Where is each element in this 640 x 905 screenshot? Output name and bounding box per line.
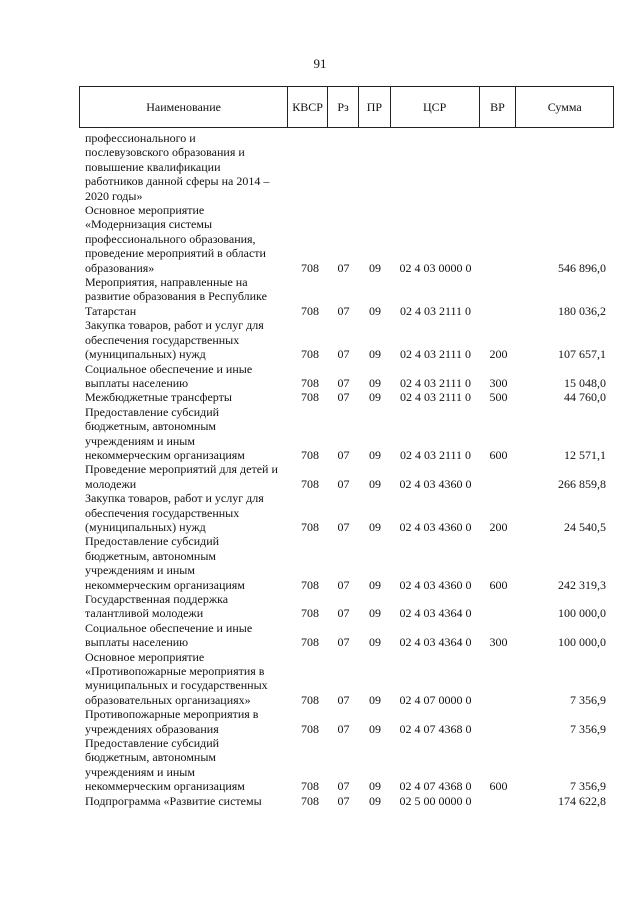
cell-kvsr: 708 (301, 476, 319, 491)
cell-name: Предоставление субсидий бюджетным, автономным учреждениям и иным некоммерческим организациям (85, 534, 245, 592)
cell-kvsr: 708 (301, 303, 319, 318)
cell-csr: 02 4 03 4360 0 (399, 577, 472, 592)
cell-rz: 07 (337, 476, 350, 491)
table-row (79, 650, 614, 708)
cell-vr: 200 (489, 347, 508, 362)
table-row (79, 736, 614, 794)
page-number: 91 (313, 56, 327, 71)
cell-pr: 09 (369, 577, 381, 592)
cell-kvsr: 708 (301, 692, 319, 707)
cell-csr: 02 4 03 2111 0 (399, 375, 472, 390)
cell-sum: 107 657,1 (558, 347, 606, 362)
table-row (79, 491, 614, 534)
cell-pr: 09 (369, 303, 381, 318)
cell-name: Противопожарные мероприятия в учреждениях образования (85, 707, 259, 736)
table-row (79, 390, 614, 404)
cell-pr: 09 (369, 476, 381, 491)
table-row (79, 203, 614, 275)
header-pr: ПР (359, 87, 391, 127)
cell-rz: 07 (337, 793, 350, 808)
cell-vr: 600 (489, 447, 508, 462)
cell-name: Социальное обеспечение и иные выплаты населению (85, 361, 253, 390)
cell-sum: 100 000,0 (558, 606, 606, 621)
cell-name: Предоставление субсидий бюджетным, автономным учреждениям и иным некоммерческим организациям (85, 404, 245, 462)
cell-pr: 09 (369, 721, 381, 736)
table-row (79, 534, 614, 592)
header-name: Наименование (80, 87, 288, 127)
cell-pr: 09 (369, 375, 381, 390)
cell-csr: 02 4 03 2111 0 (399, 303, 472, 318)
cell-kvsr: 708 (301, 260, 319, 275)
cell-kvsr: 708 (301, 793, 319, 808)
cell-vr: 600 (489, 779, 508, 794)
cell-kvsr: 708 (301, 577, 319, 592)
cell-vr: 600 (489, 577, 508, 592)
cell-name: Проведение мероприятий для детей и молодежи (85, 462, 278, 491)
header-kvsr: КВСР (288, 87, 328, 127)
cell-pr: 09 (369, 390, 381, 405)
cell-kvsr: 708 (301, 635, 319, 650)
cell-sum: 24 540,5 (564, 519, 606, 534)
cell-pr: 09 (369, 692, 381, 707)
cell-sum: 266 859,8 (558, 476, 606, 491)
table-row (79, 707, 614, 736)
cell-sum: 7 356,9 (570, 692, 606, 707)
table-row (79, 318, 614, 361)
table-row (79, 794, 614, 808)
cell-sum: 180 036,2 (558, 303, 606, 318)
cell-kvsr: 708 (301, 447, 319, 462)
cell-csr: 02 4 03 4360 0 (399, 476, 472, 491)
cell-csr: 02 4 03 4364 0 (399, 635, 472, 650)
cell-vr: 500 (489, 390, 508, 405)
cell-sum: 15 048,0 (564, 375, 606, 390)
cell-csr: 02 4 07 0000 0 (399, 692, 472, 707)
table-row (79, 592, 614, 621)
cell-csr: 02 4 03 4360 0 (399, 519, 472, 534)
cell-kvsr: 708 (301, 721, 319, 736)
cell-kvsr: 708 (301, 779, 319, 794)
cell-rz: 07 (337, 519, 350, 534)
cell-kvsr: 708 (301, 390, 319, 405)
cell-rz: 07 (337, 303, 350, 318)
cell-sum: 100 000,0 (558, 635, 606, 650)
table-row (79, 621, 614, 650)
cell-kvsr: 708 (301, 606, 319, 621)
table-row (79, 131, 614, 203)
cell-name: Закупка товаров, работ и услуг для обеспечения государственных (муниципальных) нужд (85, 318, 264, 362)
cell-vr: 200 (489, 519, 508, 534)
cell-sum: 174 622,8 (558, 793, 606, 808)
header-rz: Рз (328, 87, 359, 127)
cell-sum: 44 760,0 (564, 390, 606, 405)
cell-pr: 09 (369, 779, 381, 794)
cell-csr: 02 4 03 2111 0 (399, 390, 472, 405)
cell-vr: 300 (489, 635, 508, 650)
cell-rz: 07 (337, 347, 350, 362)
cell-pr: 09 (369, 260, 381, 275)
cell-name: Предоставление субсидий бюджетным, автономным учреждениям и иным некоммерческим организациям (85, 736, 245, 794)
table-header (79, 86, 614, 128)
cell-rz: 07 (337, 606, 350, 621)
cell-csr: 02 5 00 0000 0 (399, 793, 472, 808)
cell-name: Основное мероприятие «Противопожарные мероприятия в муниципальных и государственных образовательных организациях» (85, 649, 268, 707)
cell-name: Социальное обеспечение и иные выплаты населению (85, 620, 253, 650)
cell-csr: 02 4 03 2111 0 (399, 347, 472, 362)
cell-name: Межбюджетные трансферты (85, 390, 232, 405)
cell-rz: 07 (337, 721, 350, 736)
header-sum: Сумма (547, 99, 582, 114)
cell-name: Основное мероприятие «Модернизация системы профессионального образования, проведение мероприятий в области образования» (85, 203, 266, 275)
cell-kvsr: 708 (301, 519, 319, 534)
cell-name: Закупка товаров, работ и услуг для обеспечения государственных (муниципальных) нужд (85, 491, 264, 534)
cell-name: Подпрограмма «Развитие системы (85, 793, 262, 808)
table-row (79, 462, 614, 491)
cell-sum: 7 356,9 (570, 779, 606, 794)
cell-name: Государственная поддержка талантливой молодежи (85, 592, 229, 621)
cell-pr: 09 (369, 606, 381, 621)
cell-sum: 242 319,3 (558, 577, 606, 592)
header-csr: ЦСР (391, 87, 480, 127)
table-row (79, 362, 614, 391)
cell-rz: 07 (337, 779, 350, 794)
header-vr: ВР (480, 87, 517, 127)
cell-csr: 02 4 07 4368 0 (399, 779, 472, 794)
cell-pr: 09 (369, 447, 381, 462)
cell-pr: 09 (369, 635, 381, 650)
cell-sum: 7 356,9 (570, 721, 606, 736)
cell-sum: 12 571,1 (564, 447, 606, 462)
cell-kvsr: 708 (301, 375, 319, 390)
cell-rz: 07 (337, 375, 350, 390)
cell-vr: 300 (489, 375, 508, 390)
cell-name: Мероприятия, направленные на развитие образования в Республике Татарстан (85, 275, 267, 318)
cell-csr: 02 4 03 4364 0 (399, 606, 472, 621)
cell-sum: 546 896,0 (558, 260, 606, 275)
cell-pr: 09 (369, 519, 381, 534)
cell-csr: 02 4 03 0000 0 (399, 260, 472, 275)
cell-csr: 02 4 03 2111 0 (399, 447, 472, 462)
cell-pr: 09 (369, 793, 381, 808)
table-body (79, 131, 614, 808)
cell-pr: 09 (369, 347, 381, 362)
cell-rz: 07 (337, 635, 350, 650)
cell-rz: 07 (337, 692, 350, 707)
cell-kvsr: 708 (301, 347, 319, 362)
table-row (79, 275, 614, 318)
cell-name: профессионального и послевузовского образования и повышение квалификации работников данной сферы на 2014 – 2020 годы» (85, 131, 270, 203)
cell-rz: 07 (337, 447, 350, 462)
cell-rz: 07 (337, 260, 350, 275)
cell-rz: 07 (337, 390, 350, 405)
table-row (79, 405, 614, 463)
cell-rz: 07 (337, 577, 350, 592)
cell-csr: 02 4 07 4368 0 (399, 721, 472, 736)
